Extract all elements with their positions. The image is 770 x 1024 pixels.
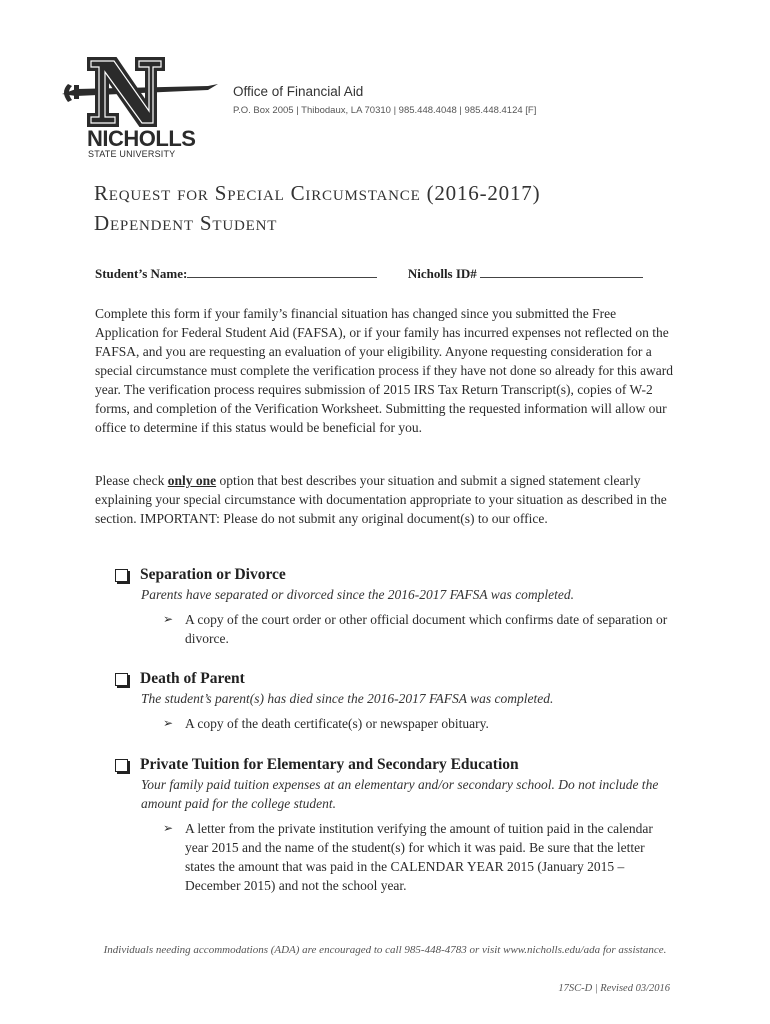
- section-death-of-parent: [115, 669, 675, 733]
- logo-subtitle: STATE UNIVERSITY: [88, 149, 176, 159]
- student-fields: [95, 265, 643, 282]
- intro-paragraph: Complete this form if your family’s financial situation has changed since you submitted the Free Application for Federal Student Aid (FAFSA), or if your family has incurred expenses not reflected on the FAFSA, and you are requesting an evaluation of your eligibility. Anyone requesting consideration for a special circumstance must complete the verification process if they have not done so already for this award year. The verification process requires submission of 2015 IRS Tax Return Transcript(s), copies of W-2 forms, and completion of the Verification Worksheet. Submitting the requested information will allow our office to determine if this status would be beneficial for you.: [95, 306, 674, 435]
- instructions-emphasis: only one: [167, 473, 217, 488]
- instructions-paragraph: [95, 471, 675, 528]
- section-requirement: [163, 610, 675, 648]
- section-heading: [115, 669, 675, 689]
- logo-wordmark: NICHOLLS: [87, 126, 196, 151]
- form-title-line2: Dependent Student: [94, 211, 278, 235]
- private-tuition-checkbox[interactable]: [115, 759, 128, 772]
- student-name-label: Student’s Name:: [95, 266, 188, 281]
- arrow-bullet-icon: ➢: [163, 821, 174, 835]
- section-heading: [115, 755, 675, 775]
- revision-stamp: 17SC-D | Revised 03/2016: [558, 983, 670, 994]
- requirement-text: A copy of the court order or other official document which confirms date of separation or divorce.: [185, 612, 668, 646]
- student-name-field[interactable]: [187, 265, 377, 278]
- section-title: Separation or Divorce: [140, 566, 286, 583]
- death-of-parent-checkbox[interactable]: [115, 673, 128, 686]
- section-requirement: [163, 714, 675, 733]
- section-separation: [115, 565, 675, 648]
- section-private-tuition: [115, 755, 675, 895]
- arrow-bullet-icon: ➢: [163, 716, 174, 730]
- requirement-text: A letter from the private institution verifying the amount of tuition paid in the calendar year 2015 and the name of the student(s) for which it was paid. Be sure that the letter states the amount that was paid in the CALENDAR YEAR 2015 (January 2015 – December 2015) and not the school year.: [185, 821, 653, 893]
- office-address: P.O. Box 2005 | Thibodaux, LA 70310 | 985.448.4048 | 985.448.4124 [F]: [233, 105, 537, 116]
- ada-note: Individuals needing accommodations (ADA) are encouraged to call 985-448-4783 or visit www.nicholls.edu/ada for assistance.: [103, 944, 667, 956]
- section-description: The student’s parent(s) has died since the 2016-2017 FAFSA was completed.: [141, 691, 554, 706]
- section-title: Private Tuition for Elementary and Secondary Education: [140, 756, 519, 773]
- nicholls-id-label: Nicholls ID#: [407, 266, 477, 281]
- section-description: Your family paid tuition expenses at an elementary and/or secondary school. Do not include the amount paid for the college student.: [141, 777, 659, 811]
- section-requirement: [163, 819, 653, 895]
- separation-checkbox[interactable]: [115, 569, 128, 582]
- nicholls-id-field[interactable]: [480, 265, 643, 278]
- instructions-pre: Please check: [95, 473, 168, 488]
- form-title-line1: Request for Special Circumstance (2016-2017): [94, 181, 541, 205]
- requirement-text: A copy of the death certificate(s) or newspaper obituary.: [185, 716, 489, 731]
- form-title: [94, 178, 540, 238]
- section-title: Death of Parent: [140, 670, 245, 687]
- office-title: Office of Financial Aid: [233, 84, 364, 99]
- arrow-bullet-icon: ➢: [163, 612, 174, 626]
- instructions-post: option that best describes your situation and submit a signed statement clearly explaining your special circumstance with documentation appropriate to your situation as described in the section. IMPORTANT: Please do not submit any original document(s) to our office.: [95, 473, 667, 526]
- section-description: Parents have separated or divorced since the 2016-2017 FAFSA was completed.: [141, 587, 575, 602]
- section-heading: [115, 565, 675, 585]
